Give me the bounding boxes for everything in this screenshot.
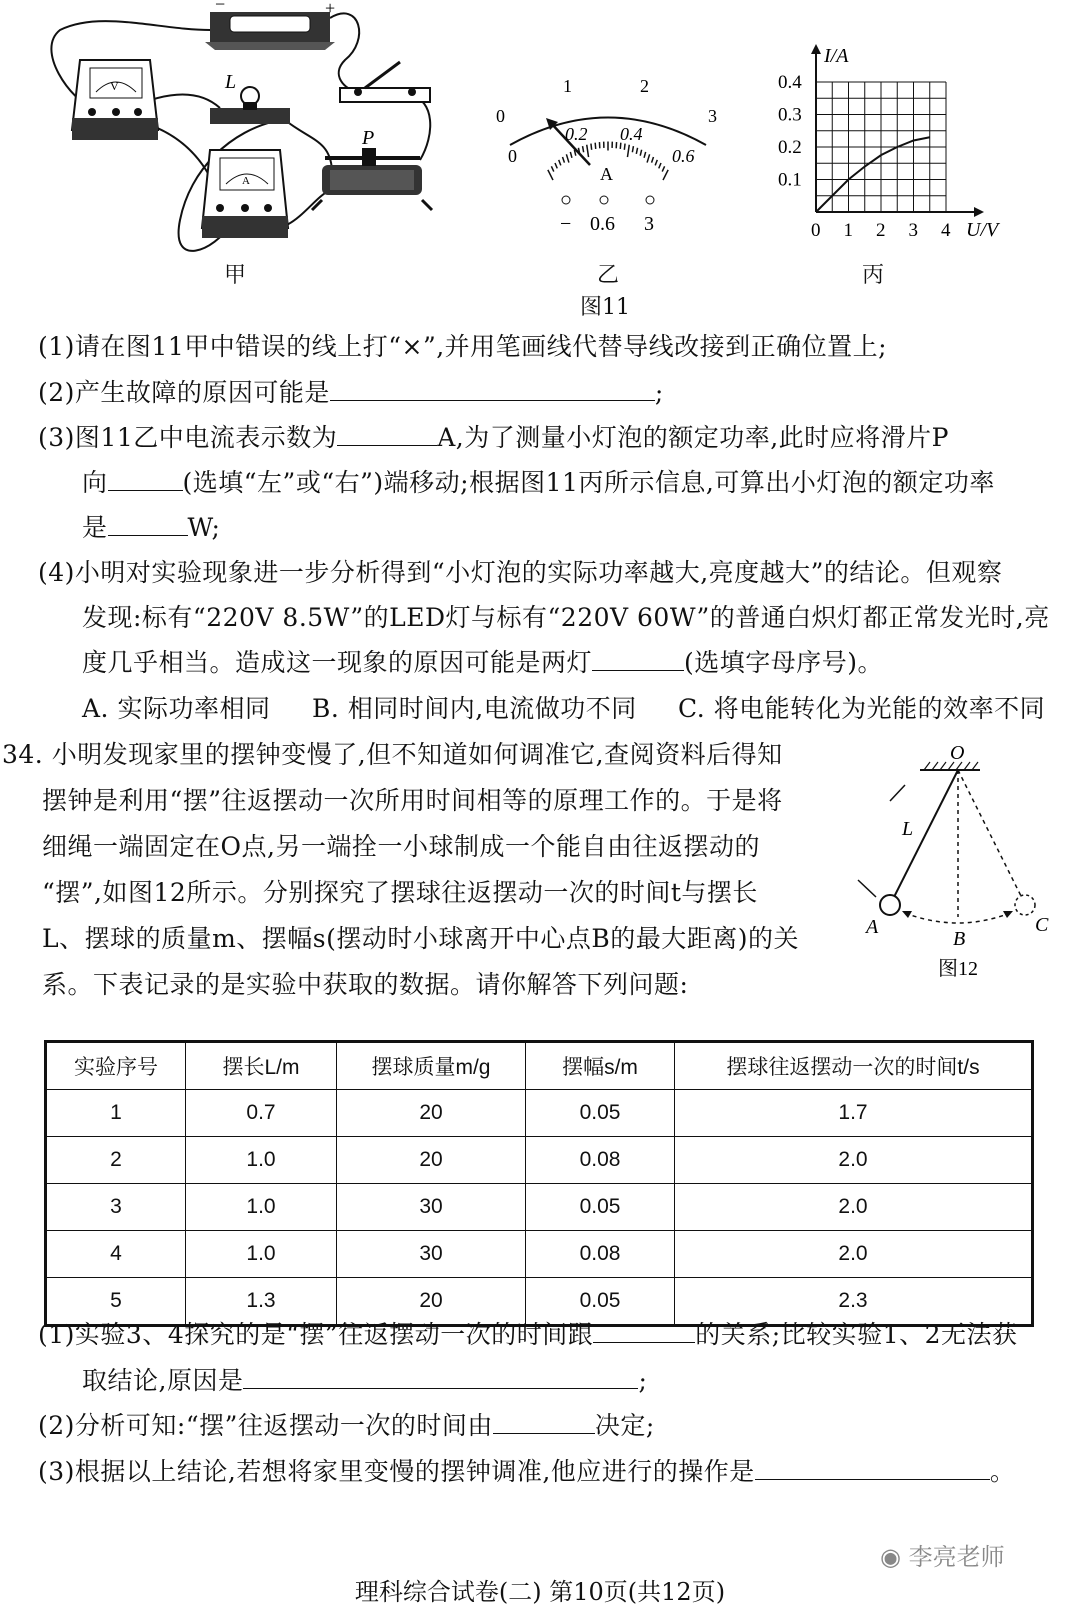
dial-tick bbox=[591, 144, 592, 150]
table-row bbox=[46, 1231, 1033, 1278]
q33-p1: (1)请在图11甲中错误的线上打“×”,并用笔画线代替导线改接到正确位置上; bbox=[38, 332, 888, 361]
y-tick-label: 0.3 bbox=[778, 104, 802, 126]
dial-bottom-2: 0.4 bbox=[620, 124, 643, 144]
header-trial: 实验序号 bbox=[46, 1042, 186, 1090]
dial-tick bbox=[548, 170, 553, 180]
header-mass: 摆球质量m/g bbox=[337, 1042, 526, 1090]
pendulum-diagram bbox=[850, 745, 1060, 980]
x-tick-label: 1 bbox=[843, 220, 853, 241]
cell: 1.3 bbox=[186, 1278, 337, 1326]
cell: 2.0 bbox=[675, 1184, 1033, 1231]
dial-tick bbox=[662, 166, 664, 171]
pendulum-ball bbox=[880, 895, 900, 915]
page-footer: 理科综合试卷(二) 第10页(共12页) bbox=[354, 1578, 726, 1606]
cell: 30 bbox=[337, 1231, 526, 1278]
cell: 0.7 bbox=[186, 1090, 337, 1137]
q33-p4-l3: 度几乎相当。造成这一现象的原因可能是两灯 (选填字母序号)。 bbox=[82, 648, 884, 677]
answer-blank[interactable] bbox=[330, 378, 655, 401]
table-row bbox=[46, 1278, 1033, 1326]
cell: 1.0 bbox=[186, 1231, 337, 1278]
dial-tick bbox=[647, 154, 650, 162]
table-row bbox=[46, 1184, 1033, 1231]
iu-graph bbox=[770, 40, 1030, 250]
dial-tick bbox=[555, 163, 557, 168]
circuit-diagram bbox=[40, 0, 460, 290]
svg-text:A: A bbox=[242, 175, 250, 187]
option-a: A. 实际功率相同 bbox=[82, 694, 271, 723]
x-tick-label: 2 bbox=[876, 220, 886, 241]
q33-p4-l2: 发现:标有“220V 8.5W”的LED灯与标有“220V 60W”的普通白炽灯都正常发光时,亮 bbox=[82, 603, 1050, 632]
cell: 20 bbox=[337, 1090, 526, 1137]
lamp bbox=[210, 87, 290, 124]
table-row bbox=[46, 1090, 1033, 1137]
dial-tick bbox=[644, 152, 646, 158]
dial-tick bbox=[583, 146, 584, 152]
x-tick-label: 3 bbox=[908, 220, 918, 241]
option-c: C. 将电能转化为光能的效率不同 bbox=[678, 694, 1046, 723]
table-row bbox=[46, 1137, 1033, 1184]
option-b: B. 相同时间内,电流做功不同 bbox=[312, 694, 637, 723]
header-amplitude: 摆幅s/m bbox=[526, 1042, 675, 1090]
ammeter-dial bbox=[480, 60, 740, 250]
label-O: O bbox=[950, 745, 965, 764]
cell: 2 bbox=[46, 1137, 186, 1184]
battery bbox=[205, 12, 335, 50]
x-tick-label: 4 bbox=[941, 220, 951, 241]
q34-a1-l2: 取结论,原因是 ; bbox=[82, 1366, 648, 1395]
cell: 5 bbox=[46, 1278, 186, 1326]
dial-tick bbox=[563, 157, 565, 163]
q33-p3-l3: 是 W; bbox=[82, 513, 221, 542]
cell: 30 bbox=[337, 1184, 526, 1231]
graph-ylabel: I/A bbox=[824, 45, 849, 67]
terminal-minus: − bbox=[560, 213, 572, 235]
dial-tick bbox=[587, 145, 589, 157]
figure12-caption: 图12 bbox=[938, 958, 978, 980]
dial-bottom-0: 0 bbox=[508, 146, 517, 166]
label-B: B bbox=[953, 928, 966, 950]
answer-blank[interactable] bbox=[593, 1320, 695, 1343]
cell: 1.0 bbox=[186, 1184, 337, 1231]
cell: 0.08 bbox=[526, 1137, 675, 1184]
dial-tick bbox=[559, 160, 561, 166]
terminal-06: 0.6 bbox=[590, 213, 615, 235]
ammeter bbox=[202, 150, 288, 238]
answer-blank[interactable] bbox=[108, 513, 188, 536]
table-header-row bbox=[46, 1042, 1033, 1090]
answer-blank[interactable] bbox=[108, 468, 183, 491]
dial-top-2: 2 bbox=[640, 76, 649, 96]
cell: 2.0 bbox=[675, 1231, 1033, 1278]
label-C: C bbox=[1035, 914, 1049, 936]
q34-a2: (2)分析可知:“摆”往返摆动一次的时间由 决定; bbox=[38, 1411, 655, 1440]
iu-curve bbox=[816, 137, 930, 212]
answer-blank[interactable] bbox=[755, 1457, 990, 1480]
q34-l3: 细绳一端固定在O点,另一端拴一小球制成一个能自由往返摆动的 bbox=[42, 832, 760, 861]
answer-blank[interactable] bbox=[337, 423, 437, 446]
q34-l1: 34. 小明发现家里的摆钟变慢了,但不知道如何调准它,查阅资料后得知 bbox=[2, 740, 783, 769]
dial-top-1: 1 bbox=[563, 76, 572, 96]
watermark: ◉ 李亮老师 bbox=[880, 1543, 1005, 1571]
terminal-3: 3 bbox=[644, 213, 654, 235]
dial-tick bbox=[632, 146, 633, 152]
data-table bbox=[44, 1040, 1034, 1327]
cell: 3 bbox=[46, 1184, 186, 1231]
dial-unit: A bbox=[600, 164, 613, 184]
q33-p4-l1: (4)小明对实验现象进一步分析得到“小灯泡的实际功率越大,亮度越大”的结论。但观察 bbox=[38, 558, 1003, 587]
cell: 0.08 bbox=[526, 1231, 675, 1278]
label-A: A bbox=[866, 916, 879, 938]
dial-tick bbox=[566, 154, 569, 162]
dial-tick bbox=[624, 144, 625, 150]
cell: 1.7 bbox=[675, 1090, 1033, 1137]
sub-caption-bing: 丙 bbox=[862, 263, 885, 288]
dial-tick bbox=[570, 152, 572, 158]
battery-minus: − bbox=[215, 0, 226, 14]
q33-p2: (2)产生故障的原因可能是 ; bbox=[38, 378, 664, 407]
chat-icon: ◉ bbox=[880, 1543, 901, 1571]
cell: 0.05 bbox=[526, 1278, 675, 1326]
cell: 4 bbox=[46, 1231, 186, 1278]
q34-l6: 系。下表记录的是实验中获取的数据。请你解答下列问题: bbox=[42, 970, 689, 999]
figure11-caption: 图11 bbox=[580, 295, 630, 320]
dial-tick bbox=[636, 148, 637, 154]
dial-tick bbox=[659, 163, 661, 168]
dial-tick bbox=[627, 145, 629, 157]
x-tick-label: 0 bbox=[811, 220, 821, 241]
dial-top-0: 0 bbox=[496, 106, 505, 126]
cell: 0.05 bbox=[526, 1090, 675, 1137]
q34-l2: 摆钟是利用“摆”往返摆动一次所用时间相等的原理工作的。于是将 bbox=[42, 786, 783, 815]
dial-tick bbox=[655, 160, 657, 166]
cell: 0.05 bbox=[526, 1184, 675, 1231]
answer-blank[interactable] bbox=[493, 1411, 595, 1434]
header-length: 摆长L/m bbox=[186, 1042, 337, 1090]
answer-blank[interactable] bbox=[243, 1366, 638, 1389]
q33-p3-l1: (3)图11乙中电流表示数为 A,为了测量小灯泡的额定功率,此时应将滑片P bbox=[38, 423, 950, 452]
rheostat bbox=[312, 148, 432, 210]
cell: 1 bbox=[46, 1090, 186, 1137]
graph-xlabel: U/V bbox=[966, 219, 999, 241]
voltmeter bbox=[72, 60, 158, 140]
switch bbox=[340, 62, 430, 102]
dial-tick bbox=[551, 166, 553, 171]
cell: 20 bbox=[337, 1137, 526, 1184]
lamp-label: L bbox=[225, 71, 237, 93]
q34-l5: L、摆球的质量m、摆幅s(摆动时小球离开中心点B的最大距离)的关 bbox=[42, 924, 800, 953]
dial-bottom-3: 0.6 bbox=[672, 146, 695, 166]
dial-bottom-1: 0.2 bbox=[565, 124, 588, 144]
cell: 2.0 bbox=[675, 1137, 1033, 1184]
y-tick-label: 0.2 bbox=[778, 137, 802, 158]
q34-a3: (3)根据以上结论,若想将家里变慢的摆钟调准,他应进行的操作是 。 bbox=[38, 1457, 1016, 1486]
sub-caption-jia: 甲 bbox=[224, 263, 247, 288]
q33-p3-l2: 向 (选填“左”或“右”)端移动;根据图11丙所示信息,可算出小灯泡的额定功率 bbox=[82, 468, 995, 497]
dial-tick bbox=[663, 170, 668, 180]
answer-blank[interactable] bbox=[592, 648, 684, 671]
battery-plus: + bbox=[325, 0, 336, 18]
y-tick-label: 0.1 bbox=[778, 169, 802, 191]
cell: 20 bbox=[337, 1278, 526, 1326]
q34-l4: “摆”,如图12所示。分别探究了摆球往返摆动一次的时间t与摆长 bbox=[42, 878, 758, 907]
y-tick-label: 0.4 bbox=[778, 72, 802, 93]
svg-text:V: V bbox=[110, 79, 119, 93]
dial-top-3: 3 bbox=[708, 106, 717, 126]
cell: 2.3 bbox=[675, 1278, 1033, 1326]
sub-caption-yi: 乙 bbox=[597, 263, 620, 288]
header-period: 摆球往返摆动一次的时间t/s bbox=[675, 1042, 1033, 1090]
label-L: L bbox=[902, 818, 914, 840]
dial-tick bbox=[640, 150, 641, 156]
q34-a1-l1: (1)实验3、4探究的是“摆”往返摆动一次的时间跟 的关系;比较实验1、2无法获 bbox=[38, 1320, 1018, 1349]
cell: 1.0 bbox=[186, 1137, 337, 1184]
slider-label: P bbox=[362, 127, 375, 149]
dial-tick bbox=[652, 157, 654, 163]
dial-tick bbox=[595, 143, 596, 149]
